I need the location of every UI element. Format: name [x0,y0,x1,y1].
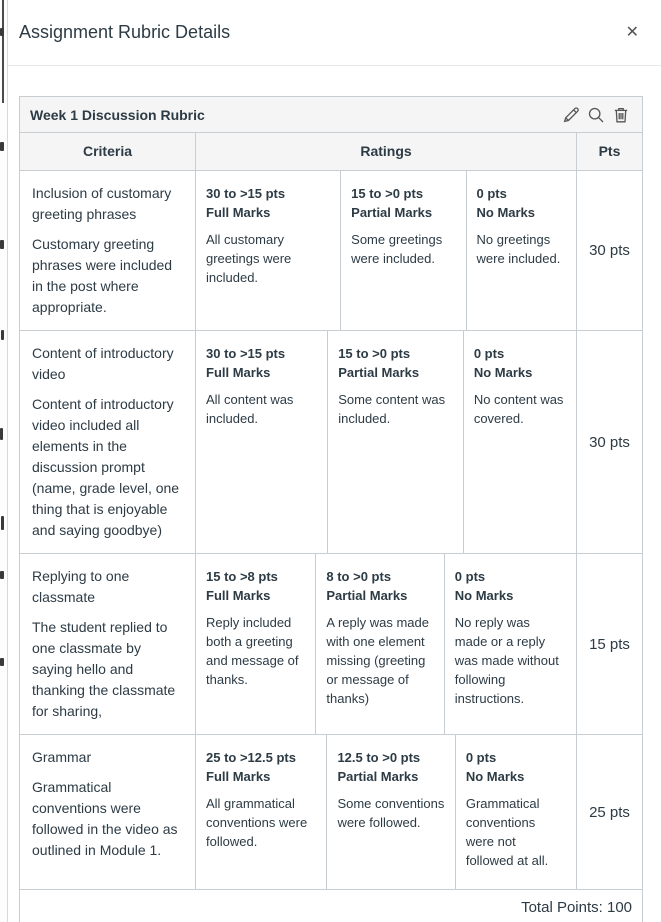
criterion-row [20,171,642,331]
background-text-fragment [0,428,3,440]
close-button[interactable] [620,19,645,47]
delete-rubric-button[interactable] [610,104,632,126]
table-header-row [20,133,642,171]
rating-description: All grammatical conventions were followed. [206,796,308,849]
rating-cell [196,554,316,734]
rating-range: 0 pts [476,186,507,201]
rating-range: 30 to >15 pts [206,186,286,201]
points-cell: 25 pts [589,803,630,821]
rating-cell [341,171,466,330]
rating-cell [196,735,327,889]
rating-description: No content was covered. [473,392,564,426]
points-cell: 30 pts [589,242,630,259]
background-text-fragment [0,142,4,151]
rating-description: No reply was made or a reply was made without following instructions. [454,615,559,706]
rating-cell [316,554,444,734]
rating-label: Partial Marks [326,588,408,603]
pencil-icon [561,105,581,125]
rating-range: 15 to >8 pts [206,569,278,584]
rating-cell [327,735,455,889]
criterion-row [20,331,642,554]
criterion-row [20,735,642,890]
background-text-fragment [0,240,4,249]
criterion-title: Inclusion of customary greeting phrases [32,185,172,222]
rating-description: Some conventions were followed. [337,796,445,830]
rating-label: Partial Marks [351,205,433,220]
points-cell: 15 pts [589,635,630,653]
assignment-rubric-details-modal [8,0,661,922]
rating-label: No Marks [454,588,514,603]
criterion-cell [20,331,196,553]
rating-range: 25 to >12.5 pts [206,750,296,765]
rating-range: 15 to >0 pts [338,346,411,361]
rating-range: 8 to >0 pts [326,569,392,584]
criterion-cell [20,171,196,330]
background-text-fragment [0,571,4,579]
ratings-cells [196,171,577,330]
rating-description: All customary greetings were included. [206,232,292,285]
rating-range: 12.5 to >0 pts [337,750,421,765]
points-cell: 30 pts [589,433,630,451]
modal-body [8,66,661,922]
criterion-description: Grammatical conventions were followed in the video as outlined in Module 1. [32,779,178,858]
close-icon: ✕ [625,23,639,41]
header-ratings: Ratings [196,133,577,170]
criterion-title: Grammar [32,749,92,765]
criterion-row [20,554,642,735]
rubric-title: Week 1 Discussion Rubric [30,106,205,123]
rating-label: No Marks [465,769,525,784]
background-text-fragment [1,330,4,340]
criterion-cell [20,735,196,889]
criterion-title: Replying to one classmate [32,568,130,605]
rubric-toolbar [560,104,632,126]
rating-label: Full Marks [206,205,271,220]
edit-rubric-button[interactable] [560,104,582,126]
criterion-title: Content of introductory video [32,345,174,382]
ratings-cells [196,331,577,553]
header-criteria: Criteria [20,133,196,170]
background-text-fragment [0,658,4,666]
rating-range: 30 to >15 pts [206,346,286,361]
total-points-label: Total Points: 100 [521,898,632,916]
ratings-cells [196,735,577,889]
criterion-description: Customary greeting phrases were included in the post where appropriate. [32,236,173,315]
rating-description: Grammatical conventions were not followed at all. [465,796,549,868]
rating-cell [467,171,578,330]
rating-cell [328,331,464,553]
rating-description: Some greetings were included. [351,232,443,266]
criterion-cell [20,554,196,734]
rating-label: Full Marks [206,769,271,784]
rating-label: No Marks [476,205,536,220]
rating-label: No Marks [473,365,533,380]
background-page-edge [0,0,8,922]
rubric-container [19,96,643,922]
rating-description: No greetings were included. [476,232,561,266]
rating-cell [445,554,577,734]
rating-cell [456,735,577,889]
rating-description: Some content was included. [338,392,446,426]
rating-range: 15 to >0 pts [351,186,424,201]
rating-label: Full Marks [206,588,271,603]
rating-label: Full Marks [206,365,271,380]
rating-range: 0 pts [454,569,486,584]
magnifier-icon [586,105,606,125]
rating-cell [196,171,341,330]
total-points-row [20,890,642,922]
criterion-description: Content of introductory video included all elements in the discussion prompt (name, grade level, one thing that is enjoyable and saying goodbye) [32,396,180,538]
rubric-title-bar [20,97,642,133]
modal-title: Assignment Rubric Details [19,22,231,42]
background-text-fragment [0,28,4,36]
rating-label: Partial Marks [337,769,419,784]
preview-rubric-button[interactable] [585,104,607,126]
rating-description: Reply included both a greeting and message of thanks. [206,615,299,687]
background-text-fragment [1,516,4,530]
trash-icon [611,105,631,125]
header-pts: Pts [598,143,621,159]
rating-range: 0 pts [465,750,497,765]
ratings-cells [196,554,577,734]
rating-range: 0 pts [473,346,505,361]
rating-description: All content was included. [206,392,294,426]
criterion-description: The student replied to one classmate by saying hello and thanking the classmate for sharing, [32,619,176,719]
rating-description: A reply was made with one element missing (greeting or message of thanks) [326,615,429,706]
rating-cell [196,331,328,553]
rating-cell [464,331,577,553]
background-text-fragment [2,0,4,103]
modal-header [8,0,661,66]
rating-label: Partial Marks [338,365,420,380]
